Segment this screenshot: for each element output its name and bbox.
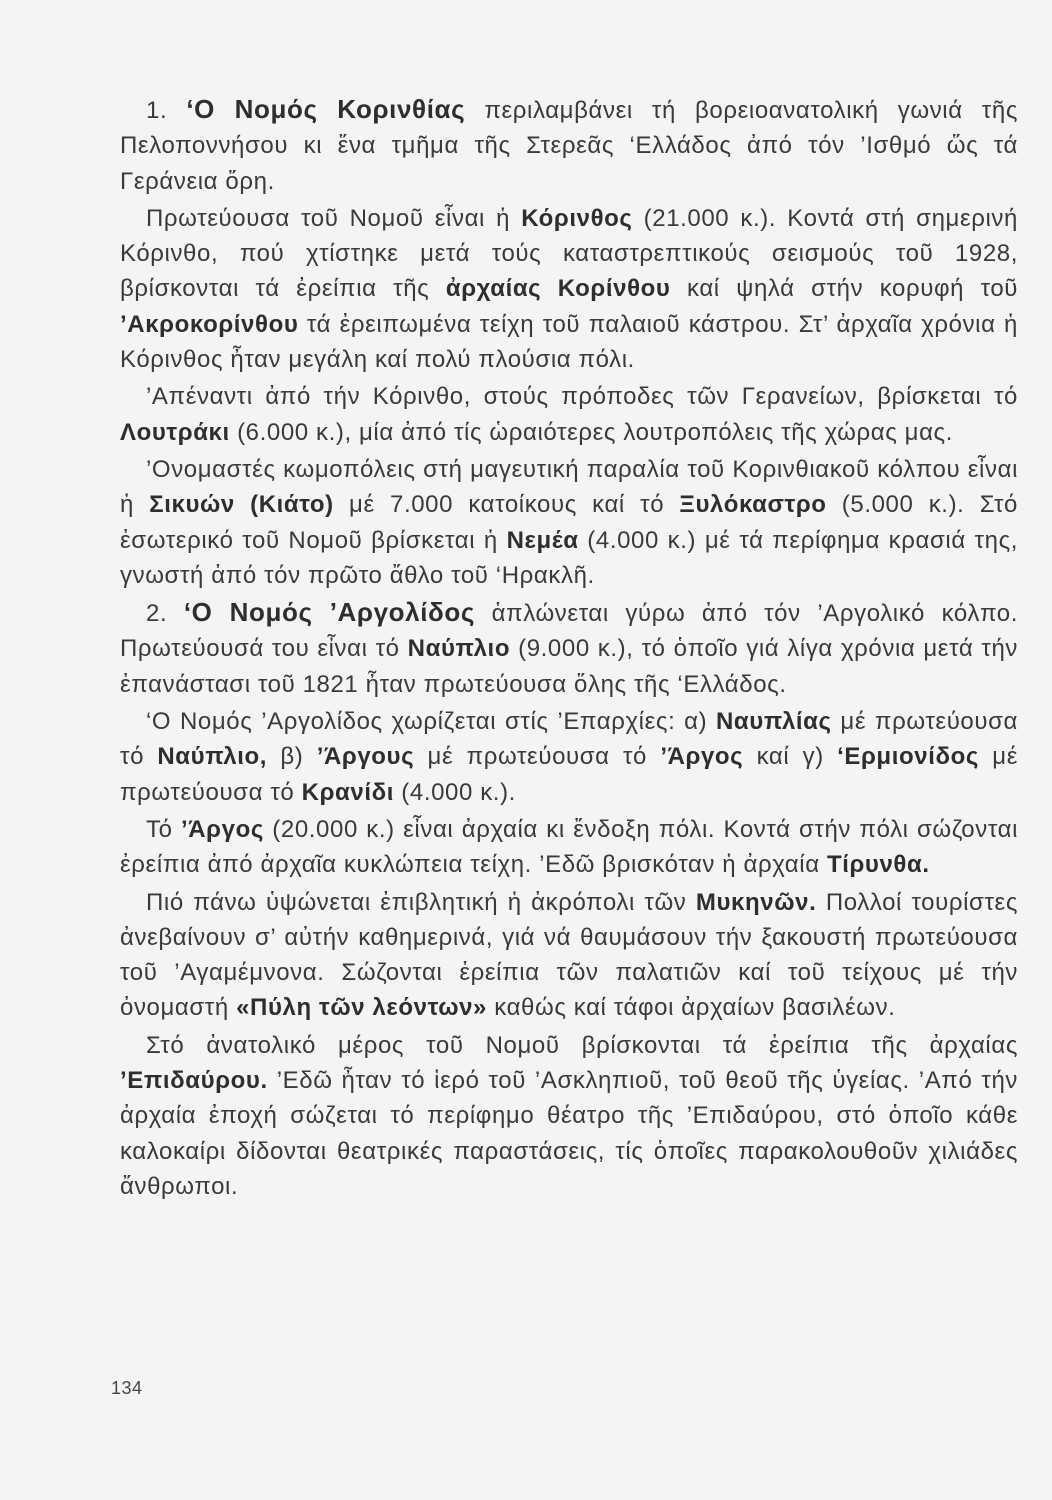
text-run: Πιό πάνω ὑψώνεται ἐπιβλητική ἡ ἀκρόπολι τῶν xyxy=(146,888,696,916)
bold-term: ’Ακροκορίνθου xyxy=(120,310,299,338)
text-run: β) xyxy=(267,743,317,771)
text-run: Τό xyxy=(146,815,181,843)
text-run: ’Εδῶ ἦταν τό ἱερό τοῦ ’Ασκληπιοῦ, τοῦ θεοῦ τῆς ὑγείας. ’Από τήν ἀρχαία ἐποχή σώζεται τό περίφημο θέατρο τῆς ’Επιδαύρου, στό ὁποῖο κάθε καλοκαίρι δίδονται θεατρικές παραστάσεις, τίς ὁποῖες παρακολουθοῦν χιλιάδες ἄνθρωποι. xyxy=(120,1067,1018,1200)
bold-term: ‘Ο Νομός ’Αργολίδος xyxy=(183,597,475,628)
paragraph xyxy=(120,201,1018,377)
bold-term: Λουτράκι xyxy=(120,418,230,446)
text-run: ’Απέναντι ἀπό τήν Κόρινθο, στούς πρόποδες τῶν Γερανείων, βρίσκεται τό xyxy=(146,383,1018,411)
bold-term: Τίρυνθα. xyxy=(826,851,930,879)
text-run: (6.000 κ.), μία ἀπό τίς ὡραιότερες λουτροπόλεις τῆς χώρας μας. xyxy=(229,418,953,446)
text-run: μέ 7.000 κατοίκους καί τό xyxy=(333,491,680,519)
paragraph xyxy=(120,92,1018,199)
bold-term: Κρανίδι xyxy=(301,778,395,806)
text-run: 2. xyxy=(146,600,184,628)
bold-term: ’Επιδαύρου. xyxy=(120,1067,268,1095)
text-run: (20.000 κ.) εἶναι ἀρχαία κι ἔνδοξη πόλι. Κοντά στήν πόλι σώζονται ἐρείπια ἀπό ἀρχαῖα κυκλώπεια τείχη. ’Εδῶ βρισκόταν ἡ ἀρχαία xyxy=(120,815,1019,879)
text-run: περιλαμβάνει τή βορειοανατολική γωνιά τῆς Πελοποννήσου κι ἕνα τμῆμα τῆς Στερεᾶς ‘Ελλάδος ἀπό τόν ’Ισθμό ὥς τά Γεράνεια ὄρη. xyxy=(120,97,1018,195)
text-run: (5.000 κ.). Στό ἐσωτερικό τοῦ Νομοῦ βρίσκεται ἡ xyxy=(120,491,1019,554)
text-run: Πολλοί τουρίστες ἀνεβαίνουν σ’ αὐτήν καθημερινά, γιά νά θαυμάσουν τήν ξακουστή πρωτεύουσα τοῦ ’Αγαμέμνονα. Σώζονται ἐρείπια τῶν παλατιῶν καί τοῦ τείχους μέ τήν ὀνομαστή xyxy=(120,888,1019,1022)
bold-term: Ναυπλίας xyxy=(716,708,832,736)
bold-term: ἀρχαίας Κορίνθου xyxy=(445,275,671,303)
paragraph xyxy=(120,1028,1018,1204)
paragraph xyxy=(120,452,1018,593)
text-run: ’Ονομαστές κωμοπόλεις στή μαγευτική παραλία τοῦ Κορινθιακοῦ κόλπου εἶναι ἡ xyxy=(120,455,1018,519)
bold-term: Σικυών (Κιάτο) xyxy=(149,491,334,519)
text-run: (9.000 κ.), τό ὁποῖο γιά λίγα χρόνια μετά τήν ἐπανάστασι τοῦ 1821 ἦταν πρωτεύουσα ὅλης τῆς ‘Ελλάδος. xyxy=(120,635,1018,698)
bold-term: Ναύπλιο, xyxy=(157,743,268,771)
body-text xyxy=(120,92,1018,1204)
bold-term: Κόρινθος xyxy=(521,204,633,232)
paragraph xyxy=(120,595,1018,702)
text-run: (4.000 κ.). xyxy=(394,778,516,806)
bold-term: ’Άργους xyxy=(316,743,415,771)
paragraph xyxy=(120,885,1018,1026)
text-run: 1. xyxy=(146,97,187,124)
text-run: (21.000 κ.). Κοντά στή σημερινή Κόρινθο, πού χτίστηκε μετά τούς καταστρεπτικούς σεισμούς τοῦ 1928, βρίσκονται τά ἐρείπια τῆς xyxy=(120,204,1018,303)
paragraph xyxy=(120,812,1018,883)
bold-term: ‘Ο Νομός Κορινθίας xyxy=(186,94,466,124)
bold-term: Μυκηνῶν. xyxy=(695,888,817,916)
text-run: ‘Ο Νομός ’Αργολίδος χωρίζεται στίς ’Επαρχίες: α) xyxy=(146,708,716,736)
text-run: μέ πρωτεύουσα τό xyxy=(120,708,1018,771)
text-run: μέ πρωτεύουσα τό xyxy=(414,743,661,771)
bold-term: Ξυλόκαστρο xyxy=(679,491,827,519)
text-run: καί ψηλά στήν κορυφή τοῦ xyxy=(670,275,1018,303)
text-run: Στό ἀνατολικό μέρος τοῦ Νομοῦ βρίσκονται τά ἐρείπια τῆς ἀρχαίας xyxy=(146,1031,1018,1059)
bold-term: Ναύπλιο xyxy=(407,635,511,663)
page-number: 134 xyxy=(111,1378,143,1398)
paragraph xyxy=(120,704,1018,810)
bold-term: ‘Ερμιονίδος xyxy=(837,743,979,771)
bold-term: Νεμέα xyxy=(506,526,579,554)
paragraph xyxy=(120,379,1018,450)
text-run: τά ἐρειπωμένα τείχη τοῦ παλαιοῦ κάστρου. Στ’ ἀρχαῖα χρόνια ἡ Κόρινθος ἦταν μεγάλη καί πολύ πλούσια πόλι. xyxy=(120,310,1018,374)
text-run: (4.000 κ.) μέ τά περίφημα κρασιά της, γνωστή ἀπό τόν πρῶτο ἄθλο τοῦ ‘Ηρακλῆ. xyxy=(120,526,1018,589)
text-run: καθώς καί τάφοι ἀρχαίων βασιλέων. xyxy=(487,994,896,1022)
text-run: μέ πρωτεύουσα τό xyxy=(120,743,1019,806)
bold-term: ’Άργος xyxy=(180,815,264,843)
text-run: Πρωτεύουσα τοῦ Νομοῦ εἶναι ἡ xyxy=(146,204,522,232)
bold-term: «Πύλη τῶν λεόντων» xyxy=(236,994,487,1022)
text-run: καί γ) xyxy=(743,743,838,771)
bold-term: ’Άργος xyxy=(660,743,744,771)
text-run: ἁπλώνεται γύρω ἀπό τόν ’Αργολικό κόλπο. Πρωτεύουσά του εἶναι τό xyxy=(120,600,1019,663)
